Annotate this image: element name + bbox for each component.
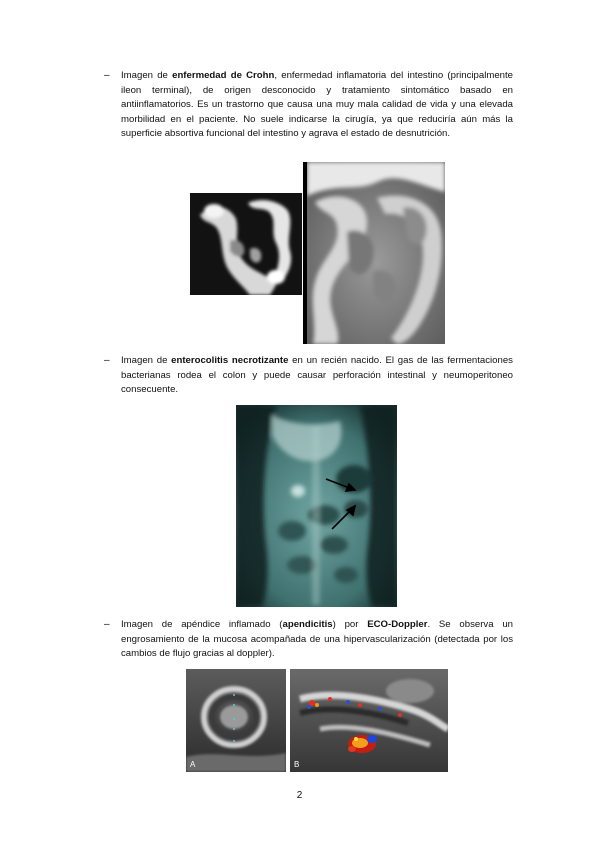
paragraph-crohn xyxy=(121,69,513,142)
text-run: en un recién nacido. El gas de las fermentaciones bacterianas rodea el colon y puede causar perforación intestinal y neumoperitoneo consecuente. xyxy=(121,355,513,396)
text-run: Imagen de xyxy=(121,70,173,81)
list-bullet-2: – xyxy=(104,355,110,366)
text-run: , enfermedad inflamatoria del intestino (principalmente ileon terminal), de origen desconocido y tratamiento sintomático basado en antiinflamatorios. Es un trastorno que causa una muy mala calidad de vida y una elevada morbilidad en el paciente. No suele indicarse la cirugía, ya que reduciría aún más la superficie absortiva funcional del intestino y agrava el estado de desnutrición. xyxy=(121,70,513,140)
enterocolitis-xray xyxy=(236,405,397,607)
page-number: 2 xyxy=(296,790,303,801)
bold-term-crohn: enfermedad de Crohn xyxy=(172,70,275,81)
bold-term-apendicitis: apendicitis xyxy=(282,619,333,630)
list-bullet-3: – xyxy=(104,619,110,630)
crohn-xray-left xyxy=(190,193,302,295)
crohn-xray-right xyxy=(307,162,445,344)
ultrasound-panel-a xyxy=(186,669,286,772)
text-run: ) por xyxy=(332,619,368,630)
ultrasound-panel-b-doppler xyxy=(290,669,448,772)
bold-term-enterocolitis: enterocolitis necrotizante xyxy=(171,355,289,366)
text-run: Imagen de xyxy=(121,355,172,366)
paragraph-enterocolitis xyxy=(121,354,513,398)
list-bullet-1: – xyxy=(104,70,110,81)
bold-term-eco-doppler: ECO-Doppler xyxy=(367,619,428,630)
paragraph-apendicitis xyxy=(121,618,513,662)
text-run: Imagen de apéndice inflamado ( xyxy=(121,619,283,630)
text-run: . Se observa un engrosamiento de la mucosa acompañada de una hipervascularización (detectada por los cambios de flujo gracias al doppler). xyxy=(121,619,513,660)
ultrasound-label-a: A xyxy=(190,760,196,769)
ultrasound-label-b: B xyxy=(294,760,300,769)
